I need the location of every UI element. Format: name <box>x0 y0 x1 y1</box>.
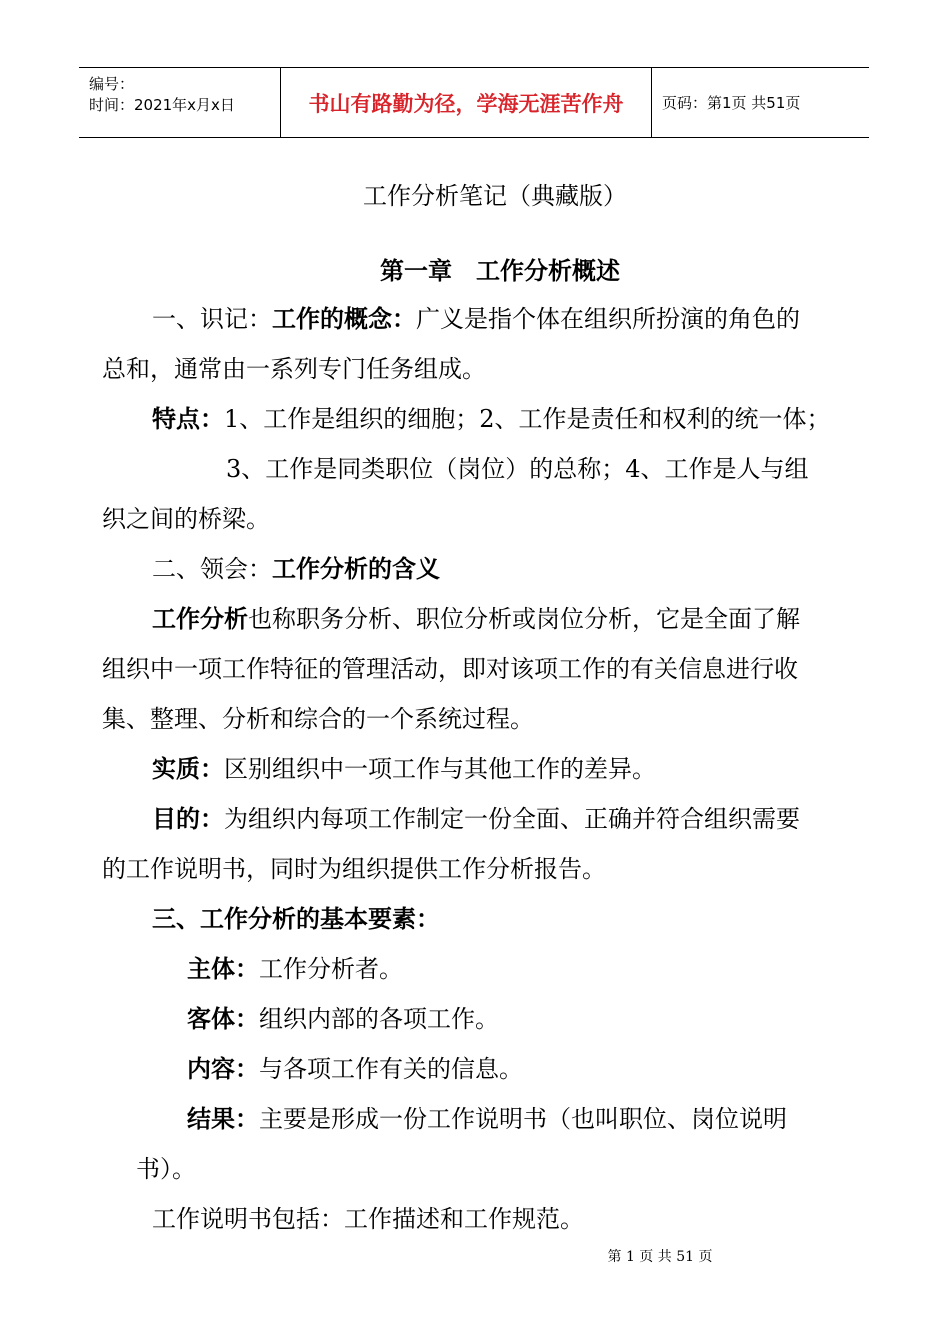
paragraph-line: 实质：区别组织中一项工作与其他工作的差异。 <box>152 755 656 783</box>
header-motto: 书山有路勤为径，学海无涯苦作舟 <box>281 68 652 137</box>
paragraph-line: 的工作说明书，同时为组织提供工作分析报告。 <box>102 855 606 883</box>
paragraph-line: 二、领会：工作分析的含义 <box>152 555 440 583</box>
time-label: 时间：2021年x月x日 <box>89 96 235 114</box>
paragraph-line: 组织中一项工作特征的管理活动，即对该项工作的有关信息进行收 <box>102 655 798 683</box>
paragraph-line: 工作分析也称职务分析、职位分析或岗位分析，它是全面了解 <box>152 605 800 633</box>
paragraph-line: 织之间的桥梁。 <box>102 505 270 533</box>
section-heading: 三、工作分析的基本要素： <box>152 905 440 933</box>
document-header <box>79 67 869 138</box>
paragraph-line: 目的：为组织内每项工作制定一份全面、正确并符合组织需要 <box>152 805 800 833</box>
serial-label: 编号： <box>89 75 135 93</box>
paragraph-line: 客体：组织内部的各项工作。 <box>187 1005 499 1033</box>
paragraph-line: 3、工作是同类职位（岗位）的总称；4、工作是人与组 <box>226 455 809 483</box>
page-footer: 第 1 页 共 51 页 <box>607 1249 713 1265</box>
document-title: 工作分析笔记（典藏版） <box>363 182 627 210</box>
paragraph-line: 一、识记：工作的概念：广义是指个体在组织所扮演的角色的 <box>152 305 800 333</box>
paragraph-line: 书）。 <box>136 1155 196 1183</box>
paragraph-line: 内容：与各项工作有关的信息。 <box>187 1055 523 1083</box>
paragraph-line: 特点：1、工作是组织的细胞；2、工作是责任和权利的统一体； <box>152 405 831 433</box>
paragraph-line: 主体：工作分析者。 <box>187 955 403 983</box>
header-meta <box>79 68 281 137</box>
paragraph-line: 工作说明书包括：工作描述和工作规范。 <box>152 1205 584 1233</box>
paragraph-line: 总和，通常由一系列专门任务组成。 <box>102 355 486 383</box>
header-page-info: 页码：第1页 共51页 <box>662 94 801 112</box>
chapter-title: 第一章 工作分析概述 <box>380 257 620 285</box>
paragraph-line: 集、整理、分析和综合的一个系统过程。 <box>102 705 534 733</box>
paragraph-line: 结果：主要是形成一份工作说明书（也叫职位、岗位说明 <box>187 1105 787 1133</box>
